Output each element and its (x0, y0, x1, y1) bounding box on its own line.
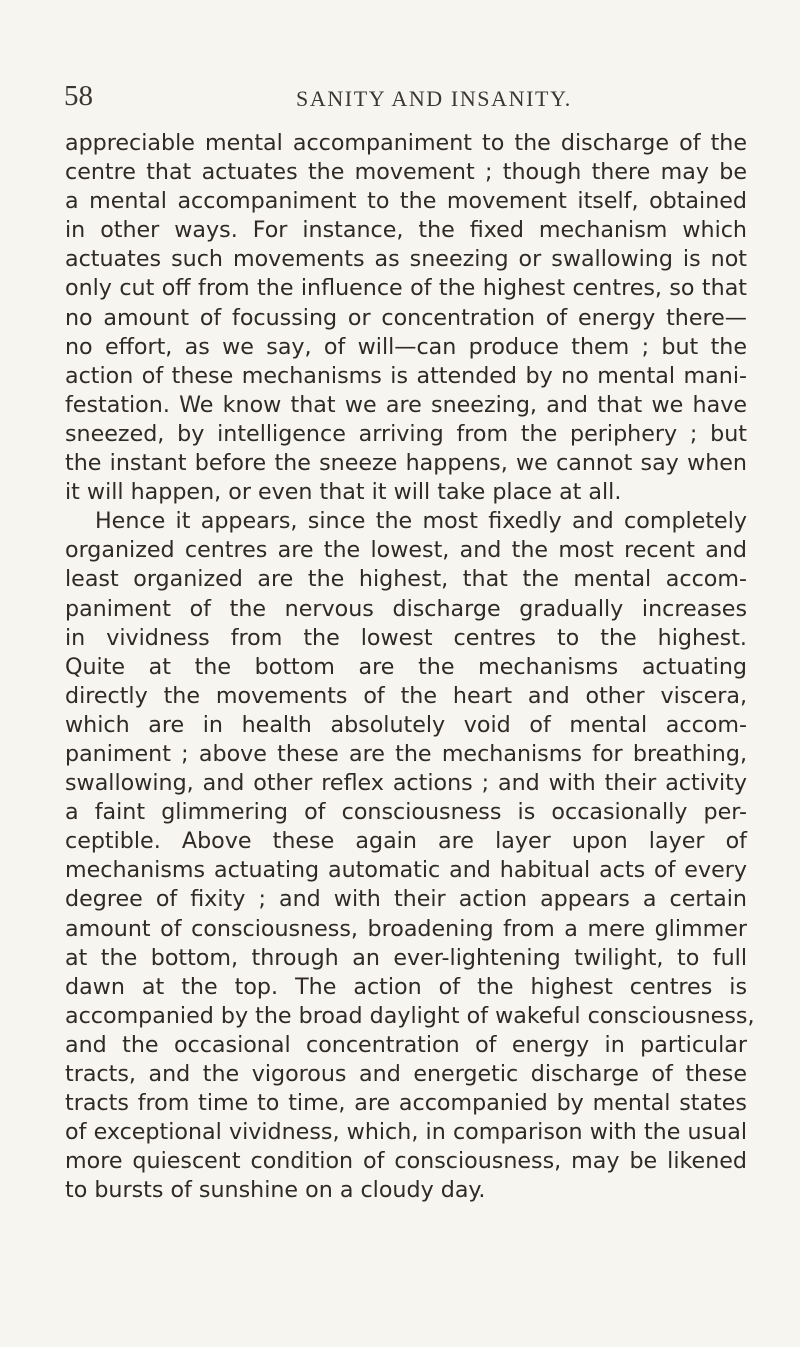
text-line: no amount of focussing or concentration of energy there— (65, 304, 747, 331)
text-line: at the bottom, through an ever-lightening twilight, to full (65, 944, 747, 971)
text-line: mechanisms actuating automatic and habitual acts of every (65, 857, 747, 884)
text-line: only cut off from the influence of the highest centres, so that (65, 275, 747, 302)
text-line: organized centres are the lowest, and the most recent and (65, 537, 747, 564)
text-line: a faint glimmering of consciousness is occasionally per- (65, 799, 747, 826)
text-line: and the occasional concentration of energy in particular (65, 1031, 747, 1058)
text-line: Hence it appears, since the most fixedly and completely (95, 508, 747, 535)
text-line: swallowing, and other reflex actions ; and with their activity (65, 770, 747, 797)
text-line: amount of consciousness, broadening from a mere glimmer (65, 915, 747, 942)
page-header (0, 80, 800, 120)
text-line: least organized are the highest, that the mental accom- (65, 566, 747, 593)
text-line: which are in health absolutely void of mental accom- (65, 711, 747, 738)
text-line: the instant before the sneeze happens, we cannot say when (65, 450, 747, 477)
text-line: accompanied by the broad daylight of wakeful consciousness, (65, 1002, 755, 1029)
text-line: dawn at the top. The action of the highest centres is (65, 973, 747, 1000)
text-line: in vividness from the lowest centres to the highest. (65, 624, 747, 651)
text-line: paniment ; above these are the mechanisms for breathing, (65, 740, 747, 767)
text-line: actuates such movements as sneezing or swallowing is not (65, 246, 747, 273)
text-line: directly the movements of the heart and other viscera, (65, 682, 747, 709)
text-line: a mental accompaniment to the movement itself, obtained (65, 188, 747, 215)
page-number: 58 (64, 80, 93, 112)
paragraph-2 (65, 507, 755, 1205)
running-head: SANITY AND INSANITY. (296, 86, 572, 111)
text-line: no effort, as we say, of will—can produce them ; but the (65, 333, 747, 360)
text-line: it will happen, or even that it will take place at all. (65, 479, 622, 506)
text-line: centre that actuates the movement ; though there may be (65, 159, 747, 186)
text-line: tracts from time to time, are accompanied by mental states (65, 1090, 747, 1117)
text-line: tracts, and the vigorous and energetic discharge of these (65, 1061, 747, 1087)
text-line: in other ways. For instance, the fixed mechanism which (65, 217, 747, 244)
text-line: of exceptional vividness, which, in comparison with the usual (65, 1119, 747, 1146)
paragraph-1 (65, 129, 747, 507)
text-line: more quiescent condition of consciousness, may be likened (65, 1148, 747, 1175)
text-line: paniment of the nervous discharge gradually increases (65, 595, 747, 622)
text-line: Quite at the bottom are the mechanisms actuating (65, 653, 747, 680)
text-line: festation. We know that we are sneezing, and that we have (65, 391, 747, 418)
text-line: ceptible. Above these again are layer upon layer of (65, 828, 747, 855)
text-line: action of these mechanisms is attended by no mental mani- (65, 362, 747, 389)
text-line: degree of fixity ; and with their action appears a certain (65, 886, 747, 913)
text-line: to bursts of sunshine on a cloudy day. (65, 1177, 486, 1204)
text-line: sneezed, by intelligence arriving from the periphery ; but (65, 420, 747, 447)
body-text (65, 129, 755, 1205)
text-line: appreciable mental accompaniment to the discharge of the (65, 130, 747, 156)
